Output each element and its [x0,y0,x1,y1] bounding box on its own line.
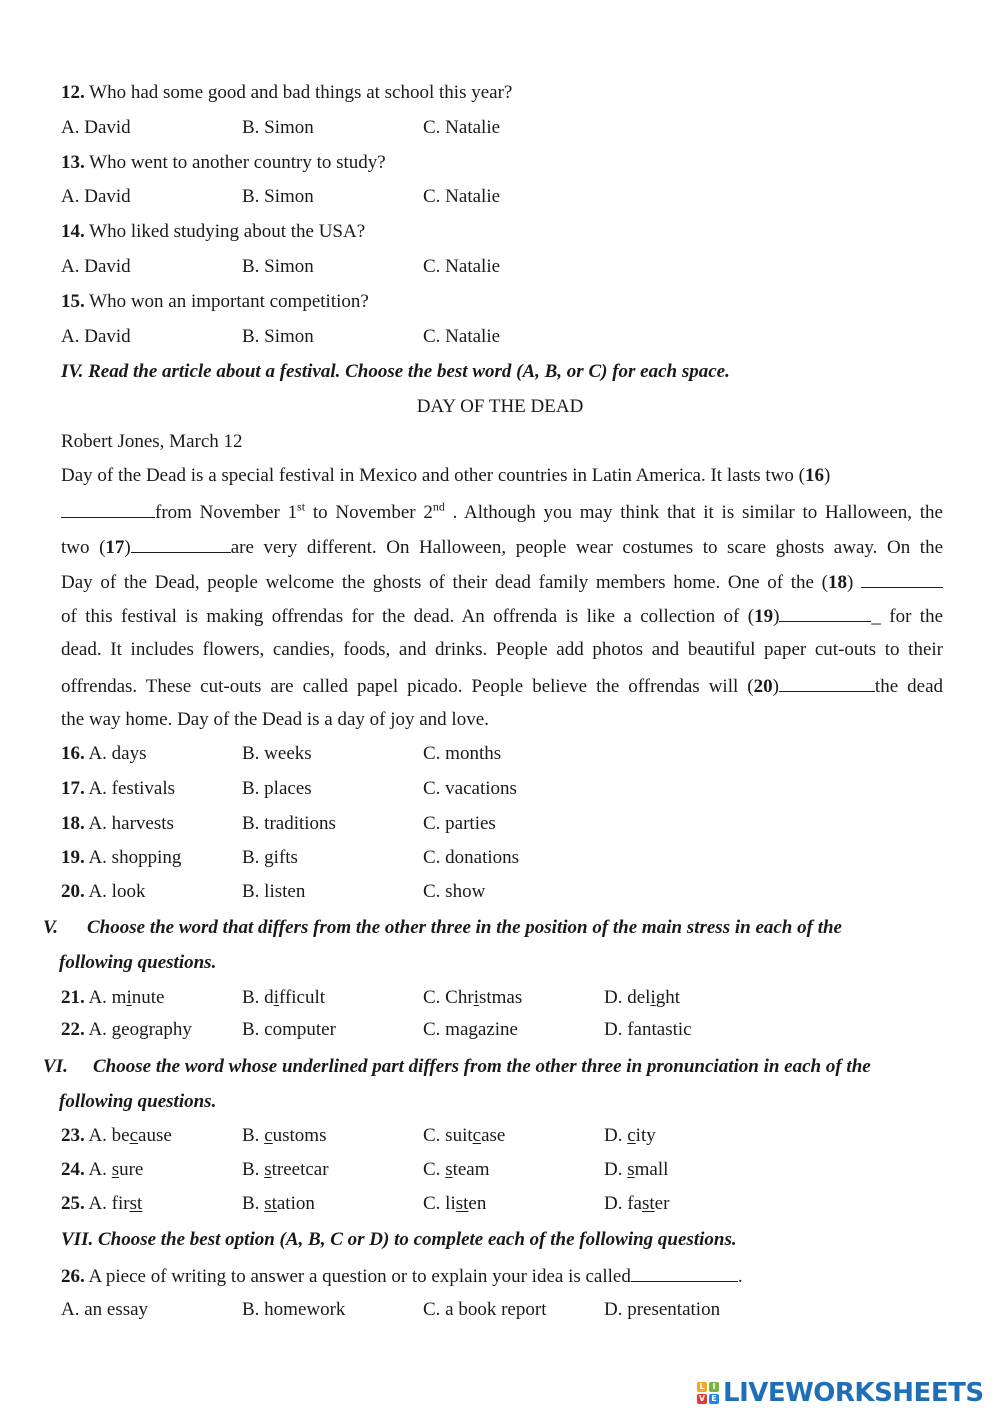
article-title: DAY OF THE DEAD [416,396,584,417]
section-iv-instruction: IV. Read the article about a festival. Choose the best word (A, B, or C) for each space. [61,361,730,382]
question-16-option-a[interactable]: 16. A. days [61,743,147,764]
logo-text: LIVEWORKSHEETS [723,1378,984,1408]
option-b[interactable]: B. Simon [242,186,314,207]
question-22-option-b[interactable]: B. computer [242,1019,336,1040]
question-23-option-d[interactable]: D. city [604,1125,656,1146]
question-25-option-a[interactable]: 25. A. first [61,1193,143,1214]
question-22-option-c[interactable]: C. magazine [423,1019,518,1040]
blank-19[interactable] [779,603,871,622]
question-17-option-c[interactable]: C. vacations [423,778,517,799]
section-vi-label: VI. [43,1056,68,1077]
option-a[interactable]: A. David [61,117,131,138]
question-24-option-b[interactable]: B. streetcar [242,1159,329,1180]
option-a[interactable]: A. David [61,326,131,347]
option-b[interactable]: B. Simon [242,326,314,347]
question-22-option-a[interactable]: 22. A. geography [61,1019,192,1040]
question-26-option-a[interactable]: A. an essay [61,1299,149,1320]
liveworksheets-logo [697,1378,984,1408]
logo-mark-letter: V [698,1394,706,1403]
question-25-option-c[interactable]: C. listen [423,1193,487,1214]
question-14: 14. Who liked studying about the USA? [61,221,366,242]
question-16-option-b[interactable]: B. weeks [242,743,312,764]
blank-20[interactable] [779,673,875,692]
question-25-option-b[interactable]: B. station [242,1193,315,1214]
logo-mark-letter: I [709,1382,719,1392]
article-line: the way home. Day of the Dead is a day of joy and love. [61,709,489,730]
option-c[interactable]: C. Natalie [423,117,501,138]
option-c[interactable]: C. Natalie [423,326,501,347]
option-c[interactable]: C. Natalie [423,256,501,277]
article-line: Day of the Dead is a special festival in Mexico and other countries in Latin America. It lasts two (16) [61,465,831,486]
blank-26[interactable] [631,1263,738,1282]
question-20-option-a[interactable]: 20. A. look [61,881,146,902]
question-19-option-c[interactable]: C. donations [423,847,520,868]
question-23-option-a[interactable]: 23. A. because [61,1125,172,1146]
blank-16[interactable] [61,499,155,518]
question-25-option-d[interactable]: D. faster [604,1193,670,1214]
option-b[interactable]: B. Simon [242,256,314,277]
question-21-option-a[interactable]: 21. A. minute [61,987,165,1008]
logo-mark-letter: E [709,1394,719,1404]
article-byline: Robert Jones, March 12 [61,431,243,452]
question-24-option-a[interactable]: 24. A. sure [61,1159,144,1180]
article-line: two (17) are very different. On Halloween, people wear costumes to scare ghosts away. On the [61,534,943,560]
question-18-option-c[interactable]: C. parties [423,813,496,834]
section-v-label: V. [43,917,58,938]
question-23-option-c[interactable]: C. suitcase [423,1125,506,1146]
blank-18[interactable] [861,569,943,588]
option-b[interactable]: B. Simon [242,117,314,138]
question-19-option-a[interactable]: 19. A. shopping [61,847,182,868]
section-vi-instruction: Choose the word whose underlined part differs from the other three in pronunciation in each of the [93,1056,871,1077]
question-18-option-b[interactable]: B. traditions [242,813,336,834]
question-17-option-a[interactable]: 17. A. festivals [61,778,175,799]
question-15: 15. Who won an important competition? [61,291,369,312]
section-v-instruction-cont: following questions. [59,952,217,973]
section-vii-instruction: VII. Choose the best option (A, B, C or D) to complete each of the following questions. [61,1229,737,1250]
question-24-option-c[interactable]: C. steam [423,1159,490,1180]
option-c[interactable]: C. Natalie [423,186,501,207]
question-26-option-c[interactable]: C. a book report [423,1299,547,1320]
question-16-option-c[interactable]: C. months [423,743,502,764]
question-13: 13. Who went to another country to study? [61,152,386,173]
logo-mark-icon [697,1382,719,1404]
question-23-option-b[interactable]: B. customs [242,1125,327,1146]
question-21-option-b[interactable]: B. difficult [242,987,326,1008]
section-vi-instruction-cont: following questions. [59,1091,217,1112]
question-26-option-d[interactable]: D. presentation [604,1299,721,1320]
blank-17[interactable] [131,534,231,553]
option-a[interactable]: A. David [61,256,131,277]
question-20-option-b[interactable]: B. listen [242,881,306,902]
question-22-option-d[interactable]: D. fantastic [604,1019,692,1040]
question-21-option-d[interactable]: D. delight [604,987,680,1008]
option-a[interactable]: A. David [61,186,131,207]
question-26-option-b[interactable]: B. homework [242,1299,346,1320]
question-19-option-b[interactable]: B. gifts [242,847,298,868]
section-v-instruction: Choose the word that differs from the other three in the position of the main stress in each of the [87,917,842,938]
question-24-option-d[interactable]: D. small [604,1159,669,1180]
logo-mark-letter: L [697,1382,707,1392]
article-line: Day of the Dead, people welcome the ghosts of their dead family members home. One of the (18) [61,569,943,595]
question-20-option-c[interactable]: C. show [423,881,486,902]
question-12: 12. Who had some good and bad things at school this year? [61,82,513,103]
question-17-option-b[interactable]: B. places [242,778,312,799]
question-21-option-c[interactable]: C. Christmas [423,987,523,1008]
question-26: 26. A piece of writing to answer a question or to explain your idea is called . [61,1263,743,1289]
article-line: dead. It includes flowers, candies, foods, and drinks. People add photos and beautiful paper cut-outs to their [61,639,943,660]
article-line: offrendas. These cut-outs are called papel picado. People believe the offrendas will (20) the dead [61,673,943,699]
article-line: from November 1st to November 2nd . Although you may think that it is similar to Halloween, the [61,499,943,525]
question-18-option-a[interactable]: 18. A. harvests [61,813,174,834]
article-line: of this festival is making offrendas for the dead. An offrenda is like a collection of (19) _ for the [61,603,943,629]
